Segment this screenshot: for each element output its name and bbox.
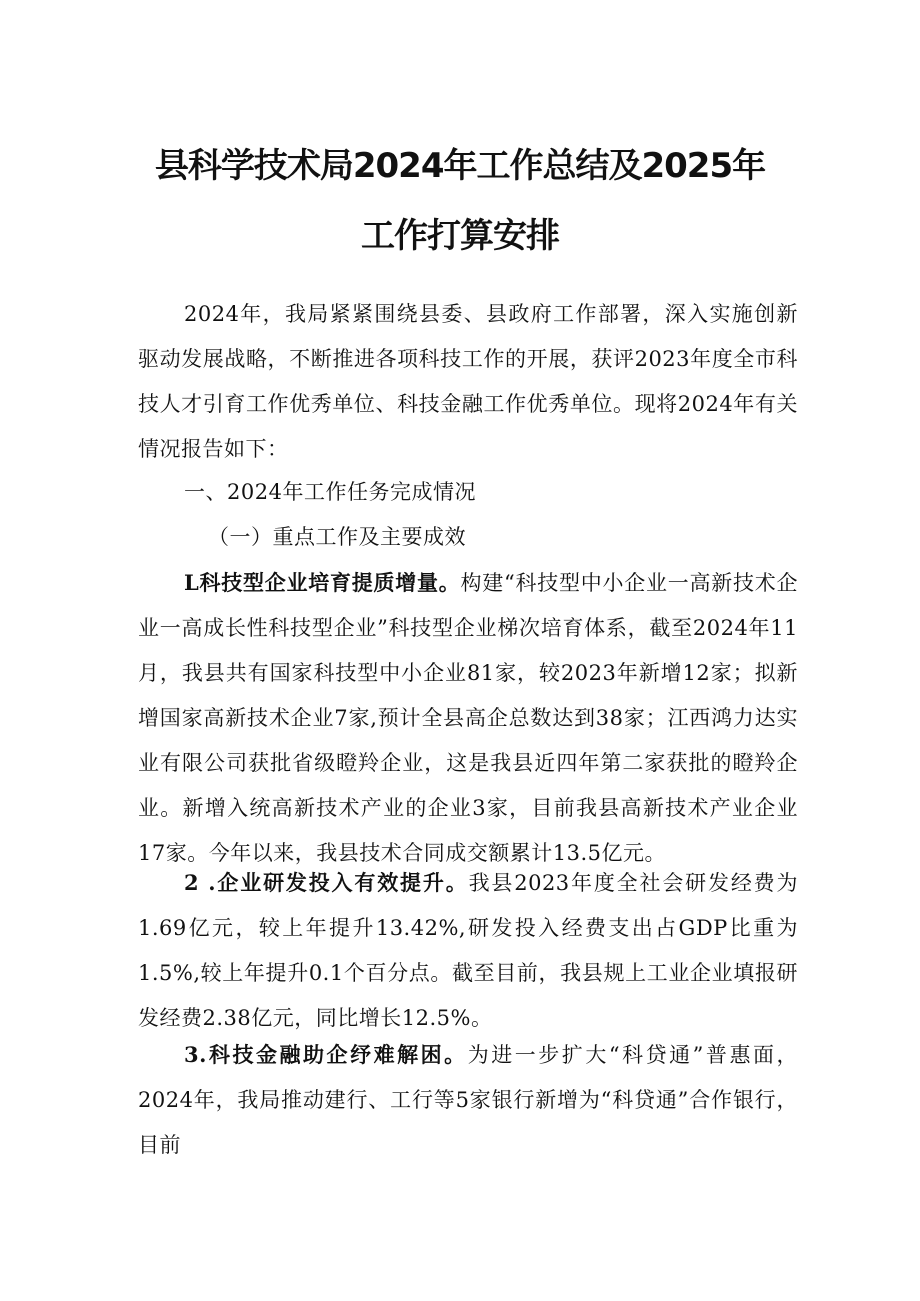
item3-paragraph <box>138 1032 798 1168</box>
item1-paragraph <box>138 560 798 876</box>
item3-lead: 3.科技金融助企纾难解困。 <box>184 1042 468 1067</box>
intro-paragraph: 2024年，我局紧紧围绕县委、县政府工作部署，深入实施创新驱动发展战略，不断推进各项科技工作的开展，获评2023年度全市科技人才引育工作优秀单位、科技金融工作优秀单位。现将2024年有关情况报告如下： <box>138 302 798 461</box>
item1-body: 构建“科技型中小企业一高新技术企业一高成长性科技型企业”科技型企业梯次培育体系，截至2024年11月，我县共有国家科技型中小企业81家，较2023年新增12家；拟新增国家高新技术企业7家,预计全县高企总数达到38家；江西鸿力达实业有限公司获批省级瞪羚企业，这是我县近四年第二家获批的瞪羚企业。新增入统高新技术产业的企业3家，目前我县高新技术产业企业17家。今年以来，我县技术合同成交额累计13.5亿元。 <box>138 571 798 865</box>
section1-heading: 一、2024年工作任务完成情况 <box>184 480 476 504</box>
item1-lead: L科技型企业培育提质增量。 <box>184 570 461 595</box>
subsection1-heading: （一）重点工作及主要成效 <box>208 525 466 549</box>
item2-lead: 2 .企业研发投入有效提升。 <box>184 870 469 895</box>
document-title-line1: 县科学技术局2024年工作总结及2025年 <box>154 146 766 186</box>
item2-body: 我县2023年度全社会研发经费为1.69亿元，较上年提升13.42%,研发投入经费支出占GDP比重为1.5%,较上年提升0.1个百分点。截至目前，我县规上工业企业填报研发经费2.38亿元，同比增长12.5%。 <box>138 871 798 1030</box>
item2-paragraph <box>138 860 798 1041</box>
item3-body: 为进一步扩大“科贷通”普惠面，2024年，我局推动建行、工行等5家银行新增为“科贷通”合作银行，目前 <box>138 1043 798 1157</box>
document-title-line2: 工作打算安排 <box>361 216 559 256</box>
